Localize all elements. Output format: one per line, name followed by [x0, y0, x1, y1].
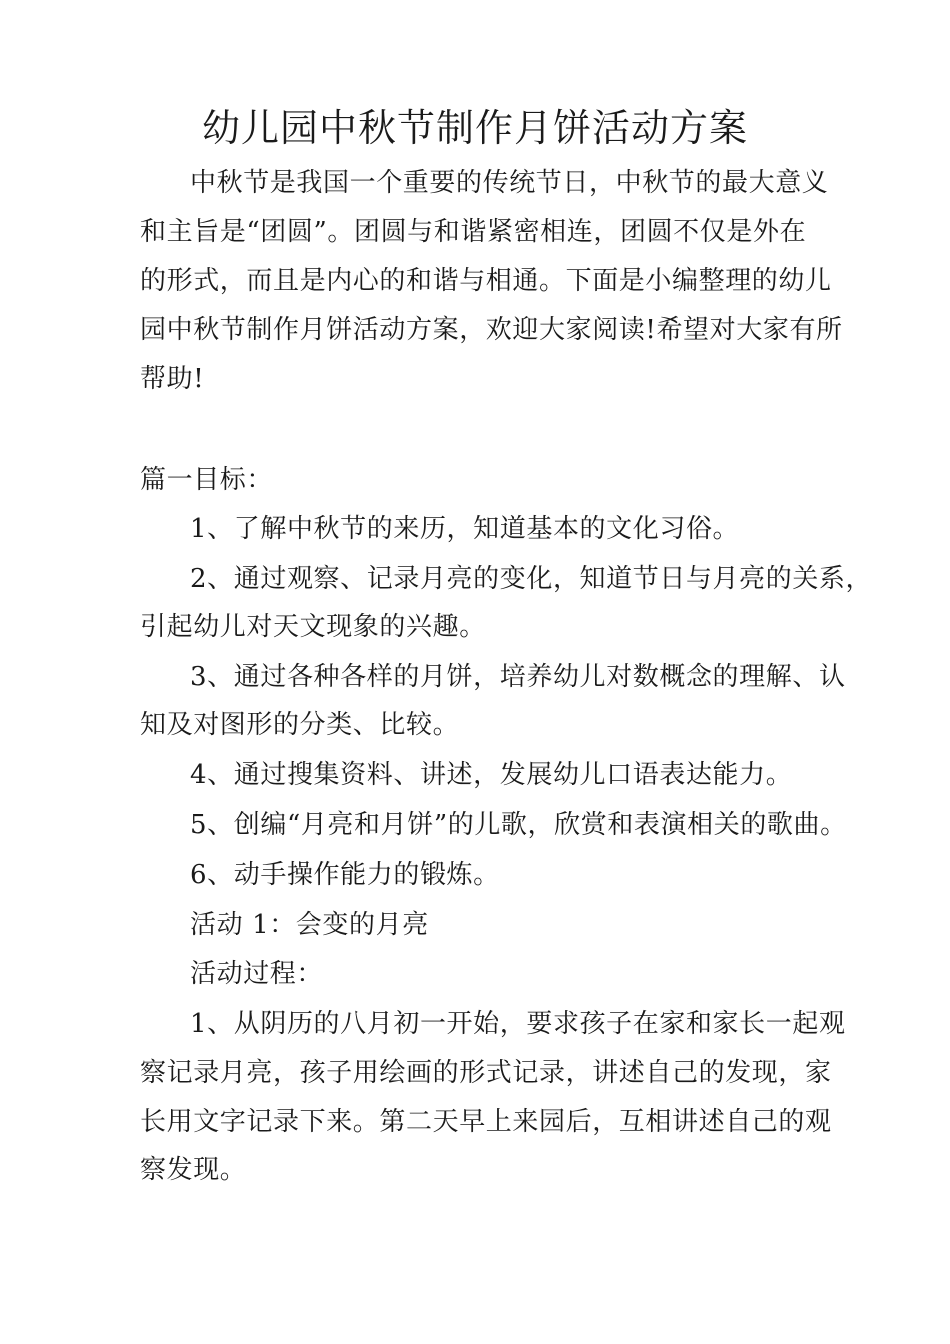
- process-line: 长用文字记录下来。第二天早上来园后，互相讲述自己的观: [140, 1107, 832, 1137]
- process-line: 1、从阴历的八月初一开始，要求孩子在家和家长一起观: [190, 1009, 846, 1039]
- goal-line: 6、动手操作能力的锻炼。: [190, 860, 500, 890]
- section-heading: 篇一目标：: [140, 465, 274, 495]
- document-title: 幼儿园中秋节制作月饼活动方案: [201, 106, 748, 150]
- intro-line: 帮助!: [140, 364, 205, 394]
- goal-line: 2、通过观察、记录月亮的变化，知道节日与月亮的关系，: [190, 564, 873, 594]
- goal-line: 知及对图形的分类、比较。: [140, 710, 460, 740]
- goal-line: 4、通过搜集资料、讲述，发展幼儿口语表达能力。: [190, 760, 793, 790]
- process-line: 察记录月亮，孩子用绘画的形式记录，讲述自己的发现，家: [140, 1058, 832, 1088]
- intro-line: 的形式，而且是内心的和谐与相通。下面是小编整理的幼儿: [140, 266, 832, 296]
- process-line: 察发现。: [140, 1155, 247, 1185]
- process-heading: 活动过程：: [190, 959, 324, 989]
- goal-line: 引起幼儿对天文现象的兴趣。: [140, 612, 486, 642]
- goal-line: 1、了解中秋节的来历，知道基本的文化习俗。: [190, 514, 740, 544]
- goal-line: 5、创编“月亮和月饼”的儿歌，欣赏和表演相关的歌曲。: [190, 810, 847, 840]
- intro-line: 和主旨是“团圆”。团圆与和谐紧密相连，团圆不仅是外在: [140, 217, 807, 247]
- intro-line: 中秋节是我国一个重要的传统节日，中秋节的最大意义: [190, 168, 829, 198]
- activity-title: 活动 1：会变的月亮: [190, 910, 429, 940]
- intro-line: 园中秋节制作月饼活动方案，欢迎大家阅读!希望对大家有所: [140, 315, 843, 345]
- goal-line: 3、通过各种各样的月饼，培养幼儿对数概念的理解、认: [190, 662, 846, 692]
